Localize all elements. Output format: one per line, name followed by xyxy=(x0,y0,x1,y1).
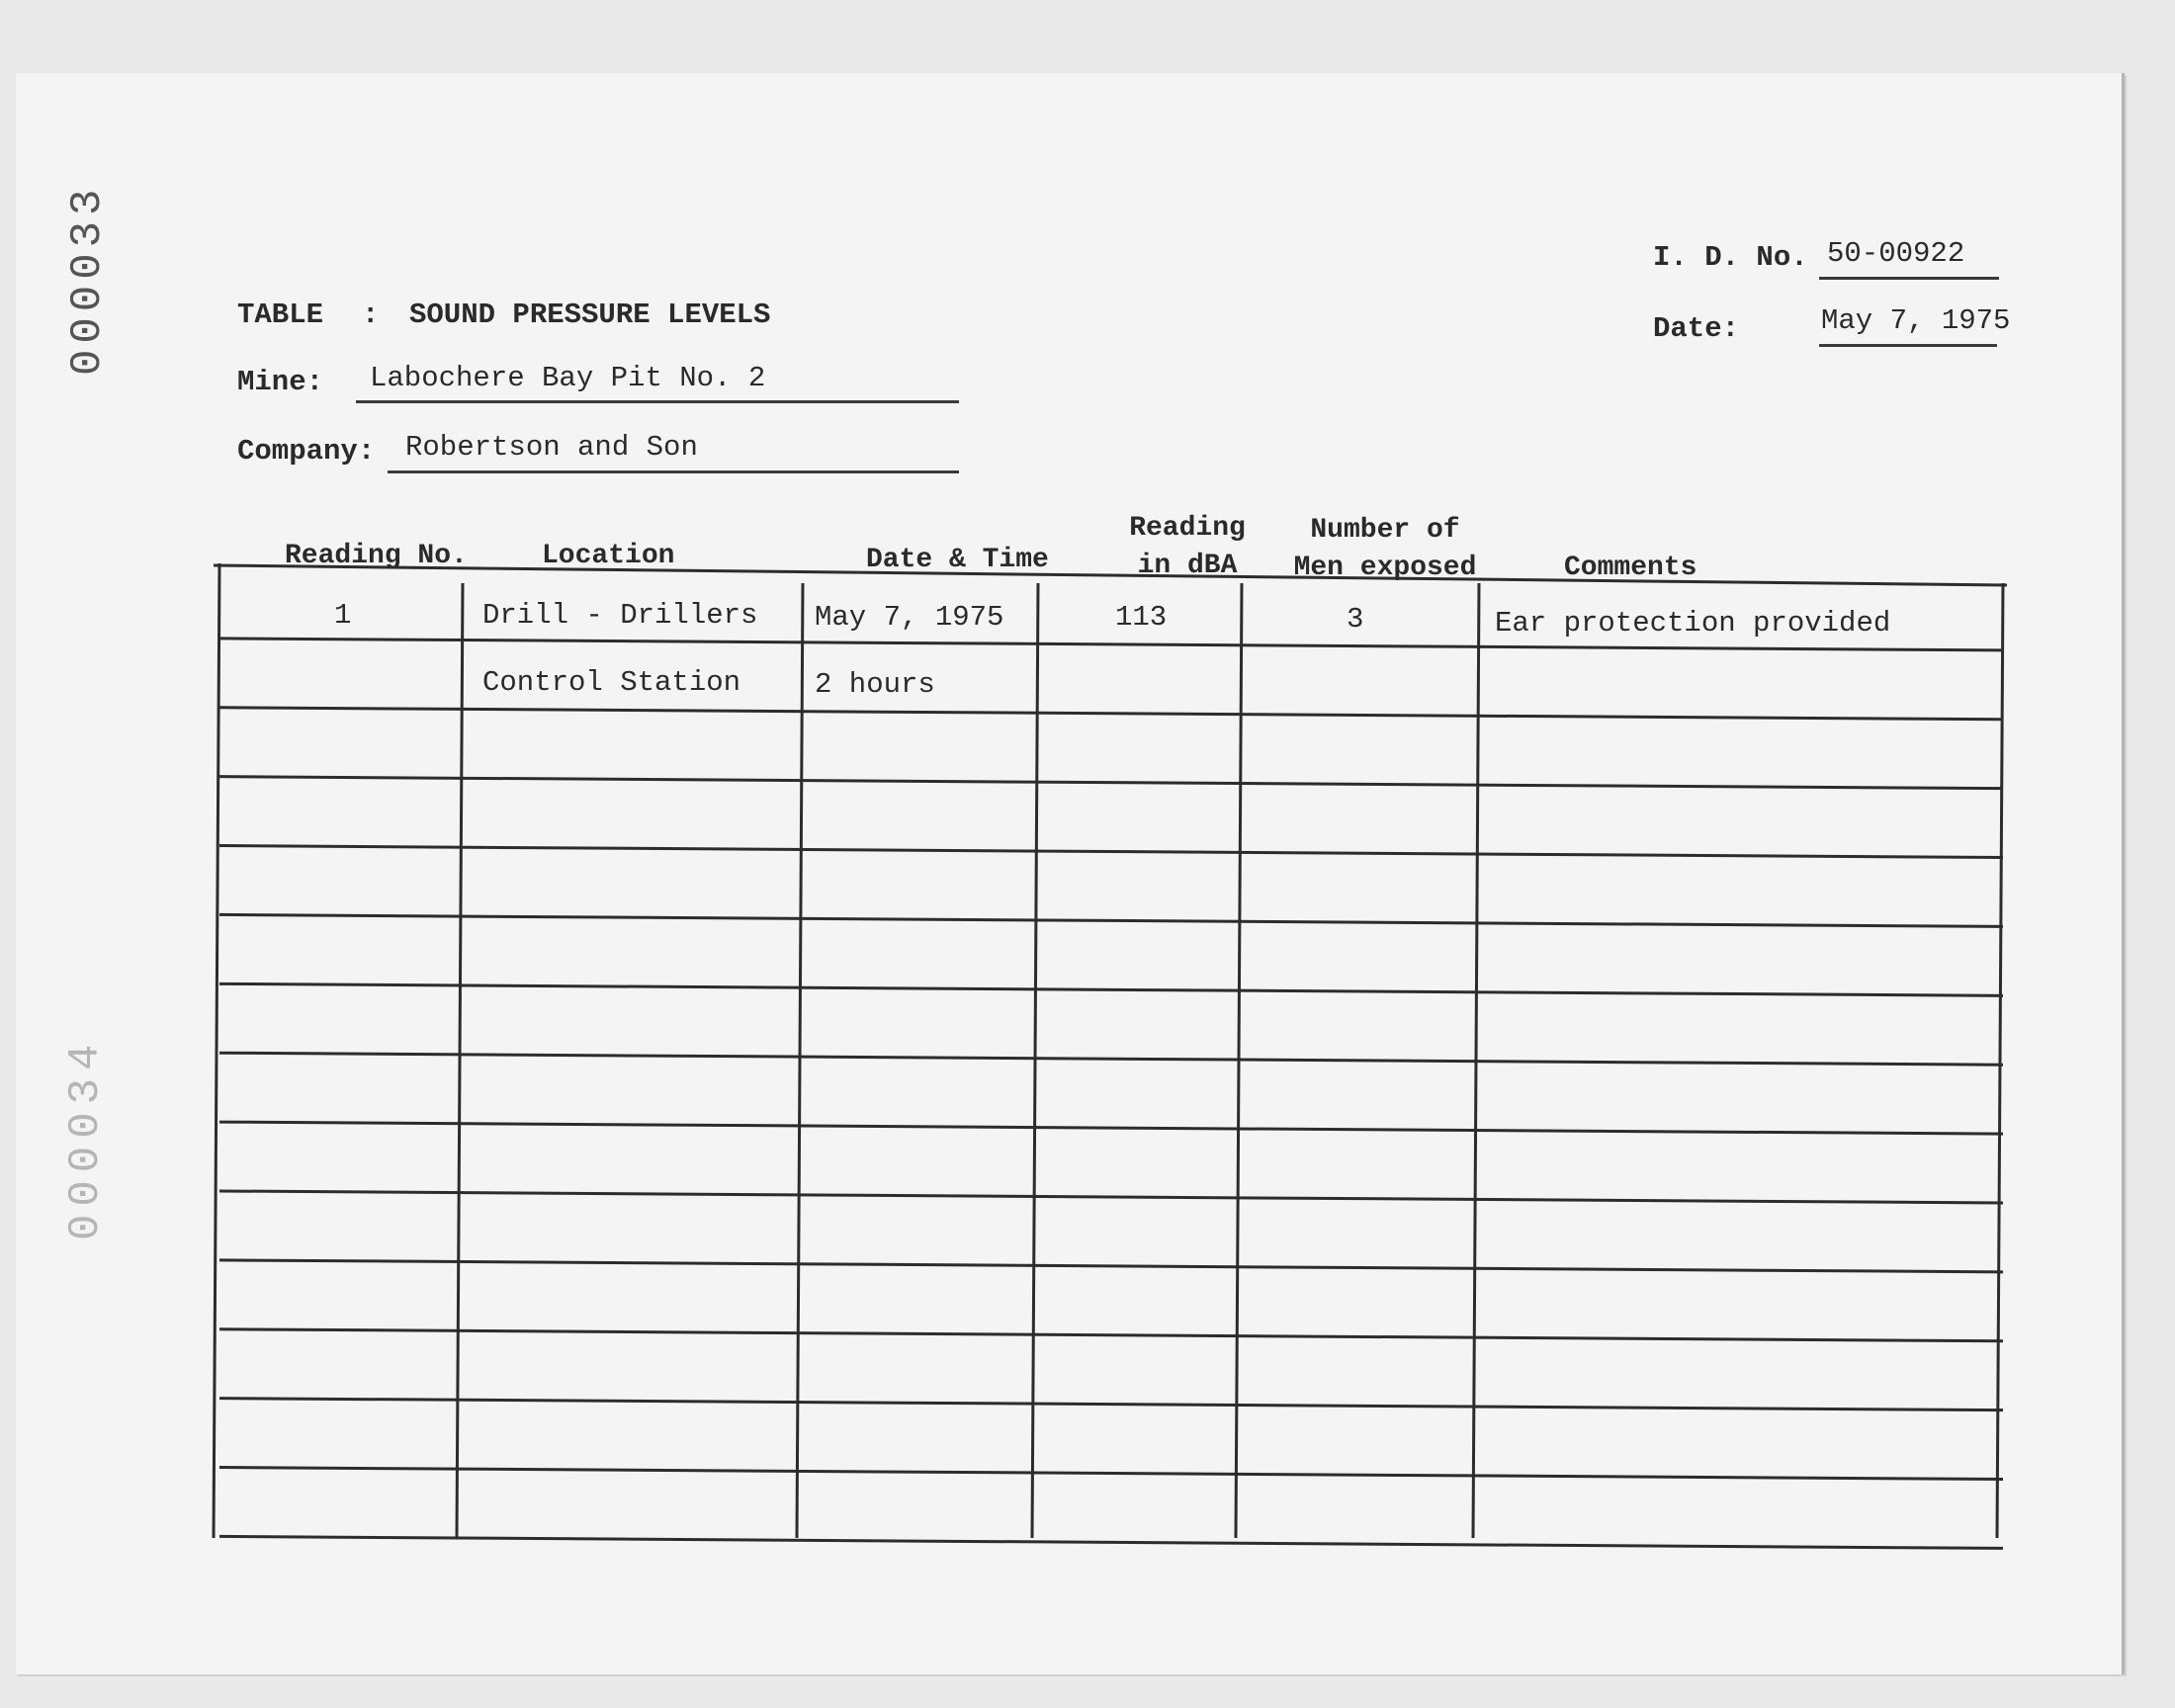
grid-row-line xyxy=(219,1329,2003,1341)
grid-column-line xyxy=(1997,583,2003,1538)
col-header-men-exposed-line2: Men exposed xyxy=(1293,553,1477,583)
grid-row-line xyxy=(219,1122,2003,1134)
grid-row-line xyxy=(219,708,2003,720)
grid-row-line xyxy=(219,846,2003,858)
grid-row-line xyxy=(219,1260,2003,1272)
grid-column-line xyxy=(214,563,219,1538)
page-stamp-bottom: 000034 xyxy=(61,1036,111,1240)
col-header-reading-dba-line2: in dBA xyxy=(1137,551,1238,581)
row1-reading-no: 1 xyxy=(334,599,352,632)
grid-row-line xyxy=(219,914,2003,926)
col-header-comments: Comments xyxy=(1564,553,1697,583)
table-title: SOUND PRESSURE LEVELS xyxy=(409,299,771,331)
grid-row-line xyxy=(219,777,2003,789)
grid-row-line xyxy=(219,983,2003,995)
col-header-reading-dba-line1: Reading xyxy=(1129,513,1246,544)
company-value: Robertson and Son xyxy=(405,431,698,464)
grid-row-line xyxy=(219,639,2003,650)
col-header-date-time: Date & Time xyxy=(866,545,1049,575)
table-separator: : xyxy=(362,299,380,331)
date-label: Date: xyxy=(1653,312,1740,345)
table-label: TABLE xyxy=(237,299,324,331)
row2-date-time: 2 hours xyxy=(815,668,935,701)
grid-column-line xyxy=(1032,583,1038,1538)
grid-row-line xyxy=(219,1399,2003,1410)
grid-header-line xyxy=(214,565,2007,585)
date-value: May 7, 1975 xyxy=(1821,304,2011,337)
col-header-location: Location xyxy=(542,541,675,571)
row1-date-time: May 7, 1975 xyxy=(815,601,1004,634)
row2-location: Control Station xyxy=(482,666,741,699)
page-stamp-top: 000033 xyxy=(63,183,113,376)
id-label: I. D. No. xyxy=(1653,241,1808,274)
id-value: 50-00922 xyxy=(1827,237,1965,270)
col-header-reading-no: Reading No. xyxy=(285,541,468,571)
col-header-men-exposed-line1: Number of xyxy=(1310,515,1460,546)
company-label: Company: xyxy=(237,435,376,468)
grid-row-line xyxy=(219,1536,2003,1548)
grid-column-line xyxy=(457,583,463,1538)
row1-men-exposed: 3 xyxy=(1347,603,1364,636)
row1-reading-dba: 113 xyxy=(1115,601,1168,634)
grid-row-line xyxy=(219,1053,2003,1065)
row1-location: Drill - Drillers xyxy=(482,599,758,632)
grid-row-line xyxy=(219,1468,2003,1480)
grid-row-line xyxy=(219,1191,2003,1203)
mine-value: Labochere Bay Pit No. 2 xyxy=(370,362,766,394)
grid-column-line xyxy=(797,583,803,1538)
row1-comments: Ear protection provided xyxy=(1495,607,1891,640)
mine-label: Mine: xyxy=(237,366,324,398)
